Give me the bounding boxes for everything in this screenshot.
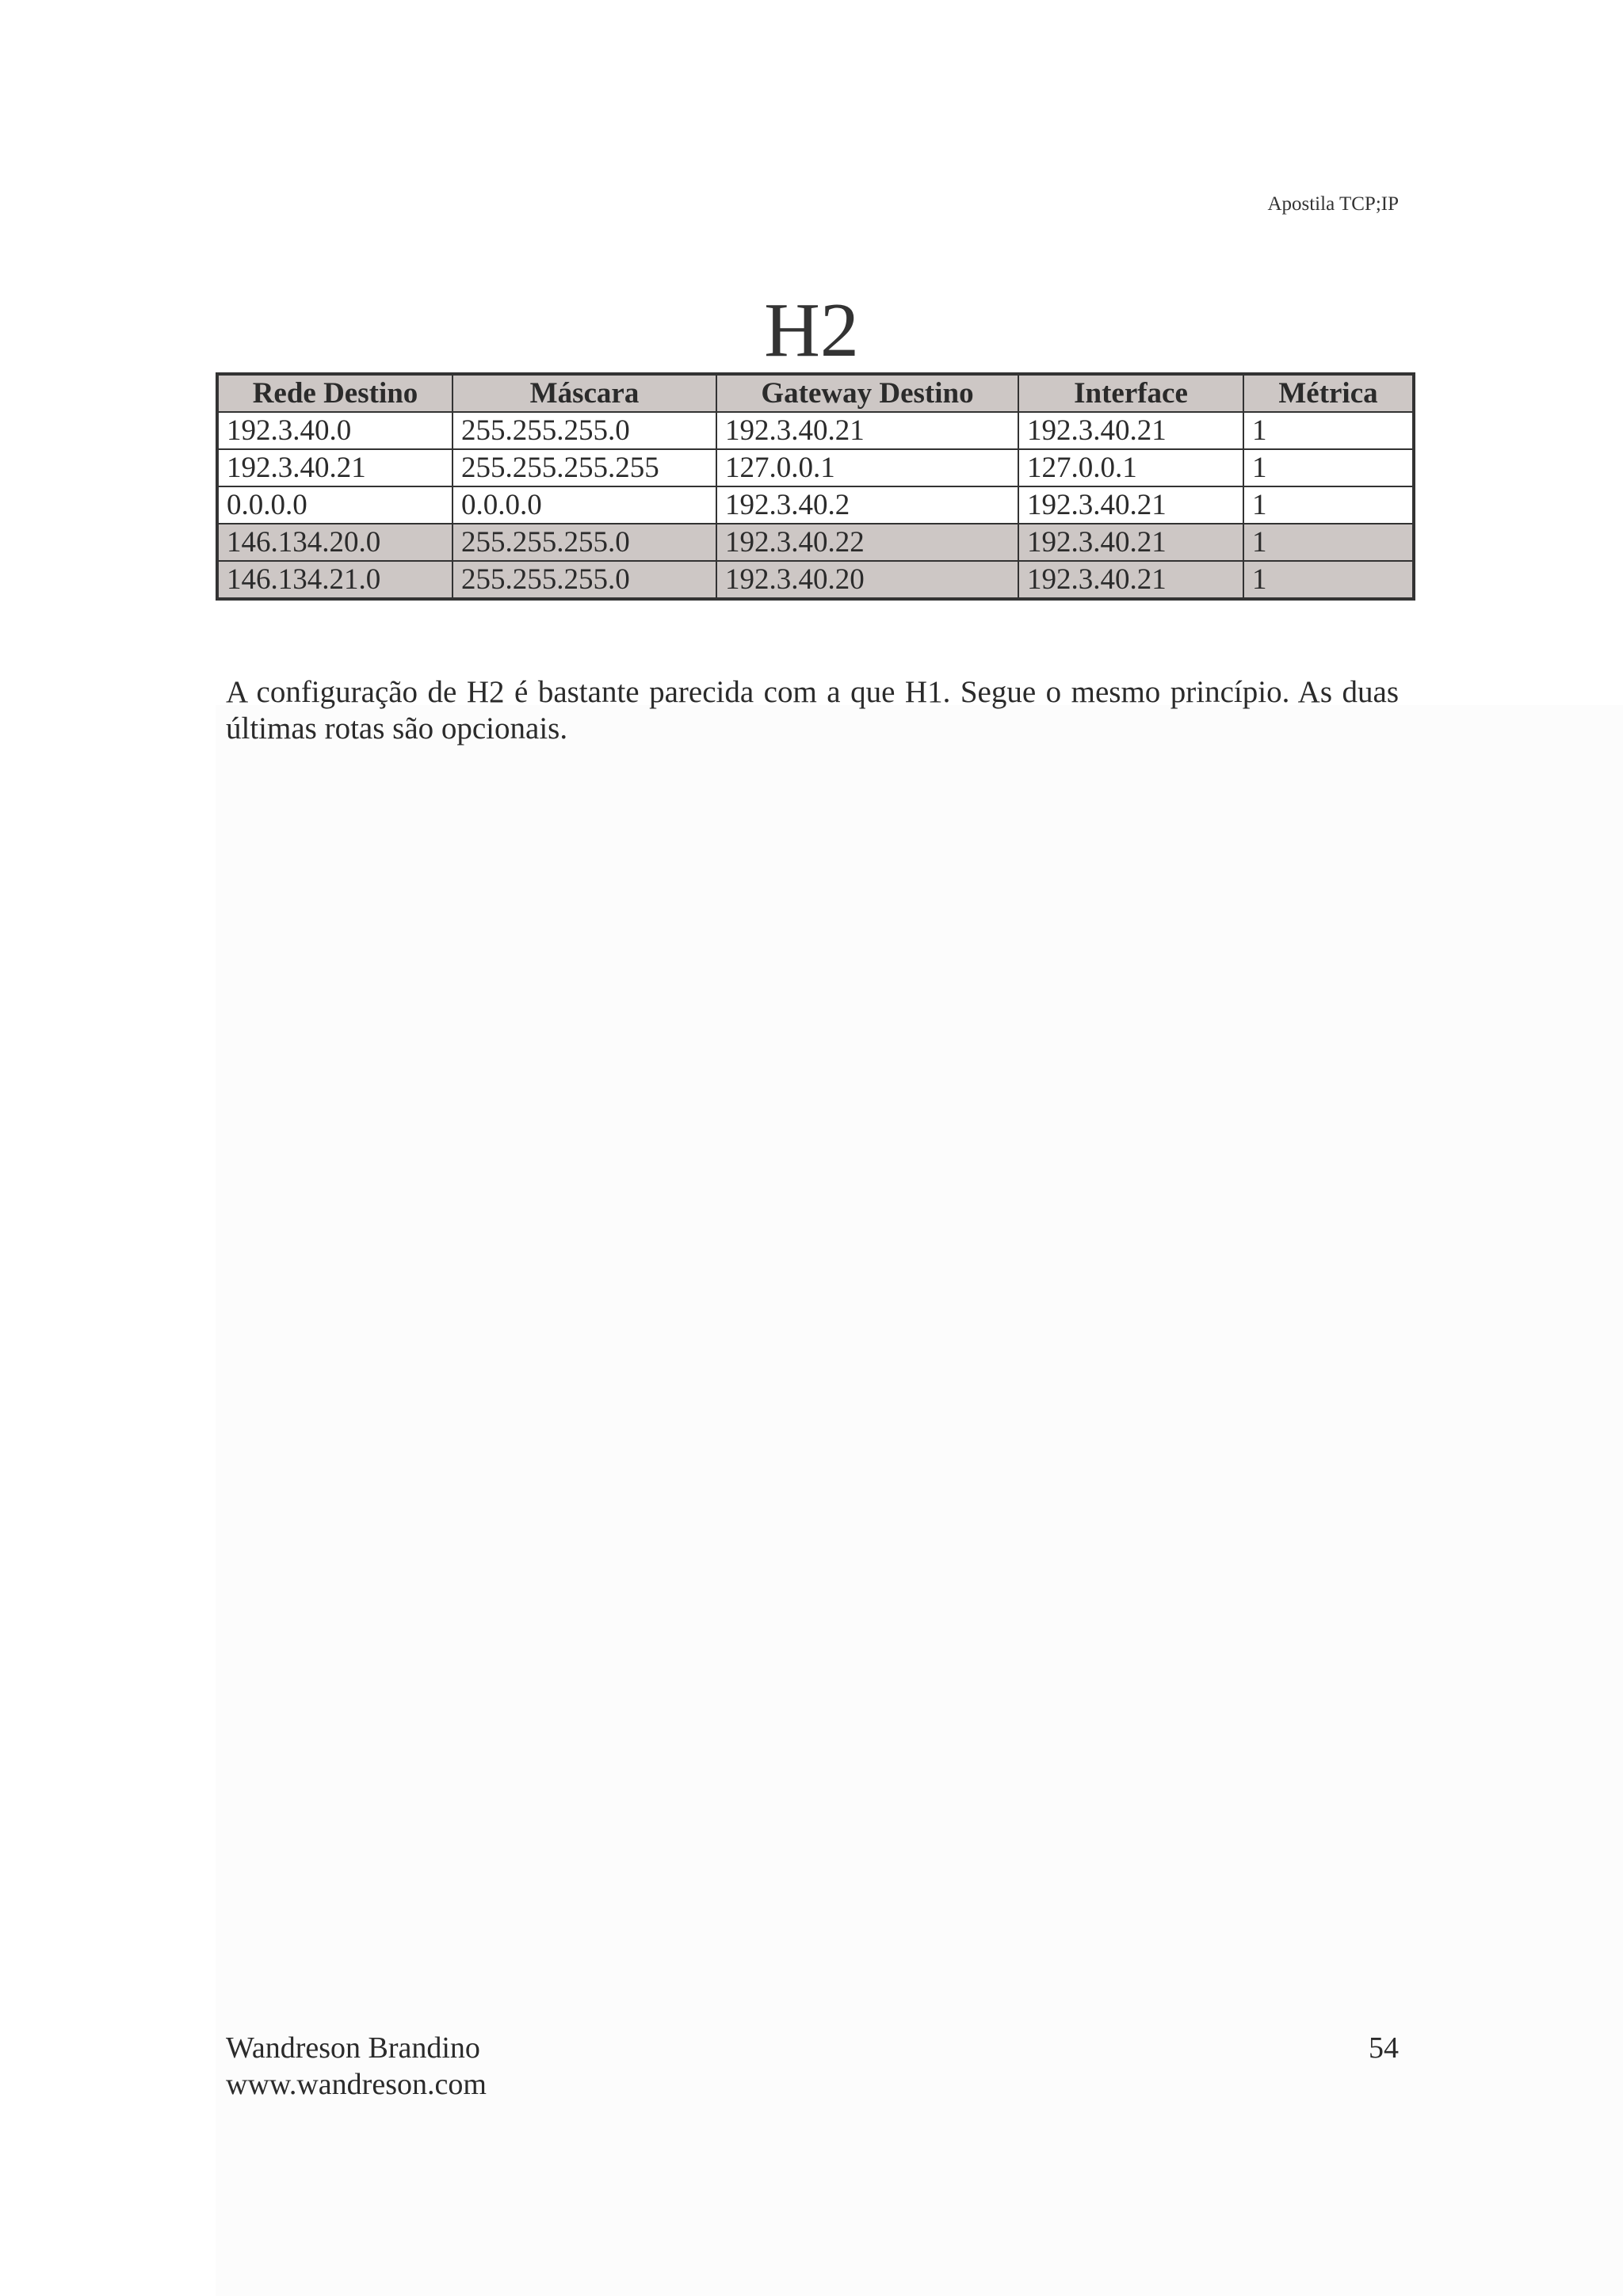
cell-metrica: 1 bbox=[1243, 486, 1414, 524]
footer-author-block bbox=[226, 2030, 487, 2103]
running-header: Apostila TCP;IP bbox=[1267, 193, 1399, 215]
cell-rede-destino: 192.3.40.0 bbox=[217, 412, 453, 449]
cell-gateway-destino: 192.3.40.20 bbox=[716, 561, 1018, 599]
cell-interface: 192.3.40.21 bbox=[1018, 524, 1243, 561]
cell-mascara: 255.255.255.255 bbox=[453, 449, 716, 486]
cell-interface: 127.0.0.1 bbox=[1018, 449, 1243, 486]
cell-metrica: 1 bbox=[1243, 412, 1414, 449]
column-header-rede-destino: Rede Destino bbox=[217, 374, 453, 412]
table-row bbox=[217, 524, 1414, 561]
table-header-row bbox=[217, 374, 1414, 412]
body-paragraph: A configuração de H2 é bastante parecida com a que H1. Segue o mesmo princípio. As duas últimas rotas são opcionais. bbox=[226, 675, 1399, 746]
table-row bbox=[217, 561, 1414, 599]
section-title: H2 bbox=[764, 288, 859, 373]
column-header-gateway-destino: Gateway Destino bbox=[716, 374, 1018, 412]
cell-gateway-destino: 127.0.0.1 bbox=[716, 449, 1018, 486]
cell-metrica: 1 bbox=[1243, 524, 1414, 561]
cell-metrica: 1 bbox=[1243, 561, 1414, 599]
cell-rede-destino: 192.3.40.21 bbox=[217, 449, 453, 486]
cell-interface: 192.3.40.21 bbox=[1018, 486, 1243, 524]
cell-metrica: 1 bbox=[1243, 449, 1414, 486]
cell-interface: 192.3.40.21 bbox=[1018, 412, 1243, 449]
cell-gateway-destino: 192.3.40.2 bbox=[716, 486, 1018, 524]
table-row bbox=[217, 486, 1414, 524]
page-number: 54 bbox=[1369, 2031, 1399, 2065]
table-row bbox=[217, 449, 1414, 486]
table-row bbox=[217, 412, 1414, 449]
footer-website: www.wandreson.com bbox=[226, 2068, 487, 2101]
cell-interface: 192.3.40.21 bbox=[1018, 561, 1243, 599]
column-header-metrica: Métrica bbox=[1243, 374, 1414, 412]
cell-mascara: 0.0.0.0 bbox=[453, 486, 716, 524]
cell-rede-destino: 146.134.21.0 bbox=[217, 561, 453, 599]
column-header-interface: Interface bbox=[1018, 374, 1243, 412]
routing-table bbox=[216, 372, 1415, 601]
footer-author: Wandreson Brandino bbox=[226, 2031, 480, 2065]
cell-mascara: 255.255.255.0 bbox=[453, 524, 716, 561]
column-header-mascara: Máscara bbox=[453, 374, 716, 412]
cell-gateway-destino: 192.3.40.21 bbox=[716, 412, 1018, 449]
cell-rede-destino: 0.0.0.0 bbox=[217, 486, 453, 524]
cell-mascara: 255.255.255.0 bbox=[453, 412, 716, 449]
cell-mascara: 255.255.255.0 bbox=[453, 561, 716, 599]
cell-gateway-destino: 192.3.40.22 bbox=[716, 524, 1018, 561]
cell-rede-destino: 146.134.20.0 bbox=[217, 524, 453, 561]
